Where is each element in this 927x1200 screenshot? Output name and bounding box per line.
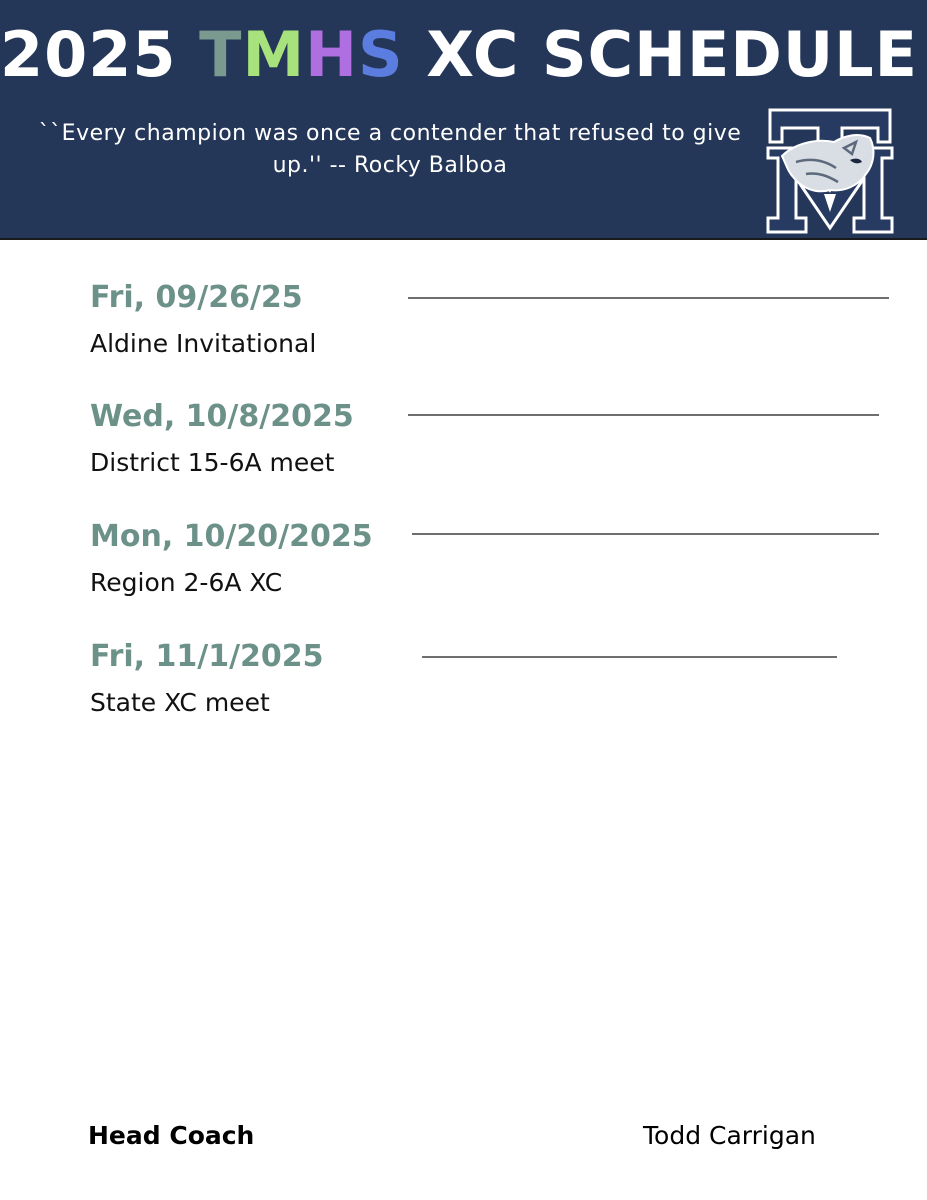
head-coach-label: Head Coach (88, 1121, 255, 1150)
event-date: Fri, 09/26/25 (90, 280, 303, 315)
title-letter-h: H (305, 18, 359, 91)
title-letter-m: M (242, 18, 306, 91)
title-part-rest: XC SCHEDULE (403, 18, 919, 91)
title-part-year: 2025 (0, 18, 200, 91)
title-letter-s: S (358, 18, 404, 91)
divider-line (408, 414, 879, 416)
event-name: State XC meet (90, 688, 270, 717)
coach-name: Todd Carrigan (643, 1121, 816, 1150)
event-date: Mon, 10/20/2025 (90, 519, 373, 554)
motivational-quote: ``Every champion was once a contender that refused to give up.'' -- Rocky Balboa (38, 121, 742, 178)
event-date: Fri, 11/1/2025 (90, 639, 324, 674)
page-title (0, 18, 919, 91)
event-name: Aldine Invitational (90, 329, 317, 358)
tm-wildcat-logo-icon (766, 108, 894, 234)
header-banner (0, 0, 927, 240)
divider-line (412, 533, 879, 535)
event-name: Region 2-6A XC (90, 568, 283, 597)
divider-line (408, 297, 889, 299)
title-letter-t: T (199, 18, 243, 91)
event-name: District 15-6A meet (90, 448, 335, 477)
event-date: Wed, 10/8/2025 (90, 399, 354, 434)
divider-line (422, 656, 837, 658)
